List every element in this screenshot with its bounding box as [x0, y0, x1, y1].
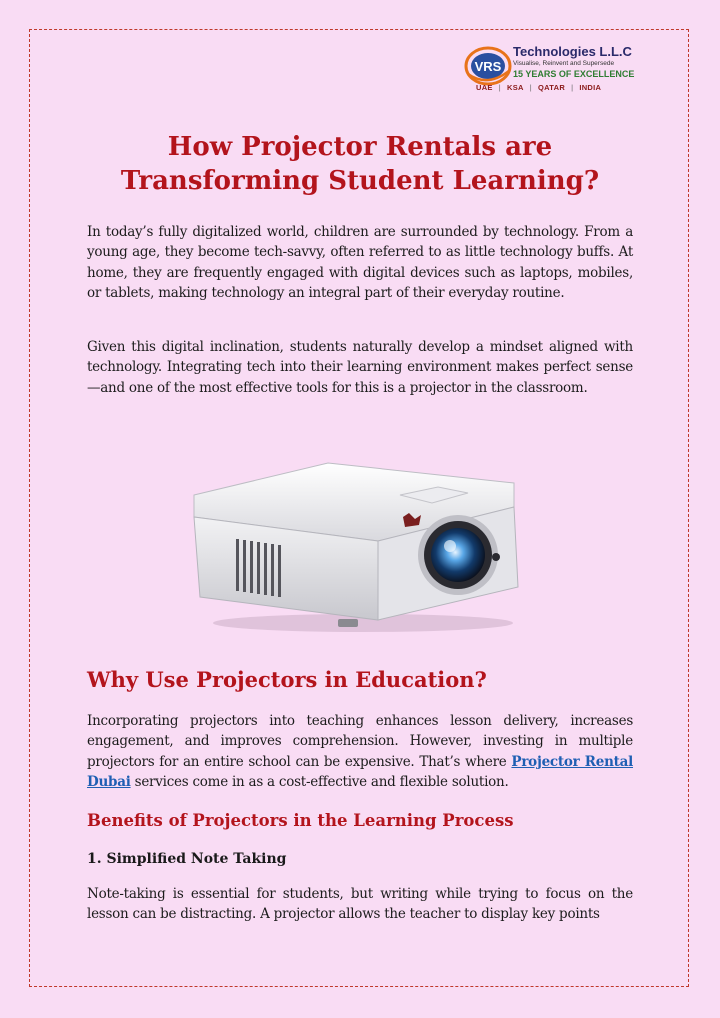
region-qatar: QATAR — [538, 83, 566, 92]
region-uae: UAE — [476, 83, 493, 92]
company-name: Technologies L.L.C — [513, 44, 632, 59]
region-ksa: KSA — [507, 83, 524, 92]
logo-mark: VRS — [474, 59, 502, 74]
article-title: How Projector Rentals are Transforming Student Learning? — [120, 132, 600, 196]
projector-rental-dubai-link[interactable]: Projector Rental Dubai — [87, 753, 634, 791]
intro-paragraph-1: In today’s fully digitalized world, children are surrounded by technology. From a young age, they become tech-savvy, often referred to as little technology buffs. At home, they are frequently engaged with digital devices such as laptops, mobiles, or tablets, making technology an integral part of their everyday routine. — [87, 224, 633, 302]
section-text-after-link: services come in as a cost-effective and flexible solution. — [130, 774, 509, 791]
region-list: UAE | KSA | QATAR | INDIA — [476, 83, 602, 92]
section-paragraph — [87, 711, 633, 793]
region-india: INDIA — [579, 83, 602, 92]
benefit-item-paragraph: Note-taking is essential for students, but writing while trying to focus on the lesson can be distracting. A projector allows the teacher to display key points — [87, 886, 633, 923]
logo-text — [513, 44, 634, 80]
years-badge: 15 YEARS OF EXCELLENCE — [513, 69, 635, 79]
benefits-subheading: Benefits of Projectors in the Learning Process — [87, 811, 514, 830]
company-tagline: Visualise, Reinvent and Supersede — [513, 60, 615, 67]
intro-paragraph-2: Given this digital inclination, students naturally develop a mindset aligned with technology. Integrating tech into their learning environment makes perfect sense—and one of the most effective tools for this is a projector in the classroom. — [87, 339, 633, 396]
benefit-item-heading: 1. Simplified Note Taking — [87, 851, 287, 867]
projector-image — [188, 455, 524, 635]
section-heading: Why Use Projectors in Education? — [87, 667, 487, 692]
section-text-before-link: Incorporating projectors into teaching enhances lesson delivery, increases engagement, and improves comprehension. However, investing in multiple projectors for an entire school can be expensive. That’s where — [87, 713, 633, 770]
